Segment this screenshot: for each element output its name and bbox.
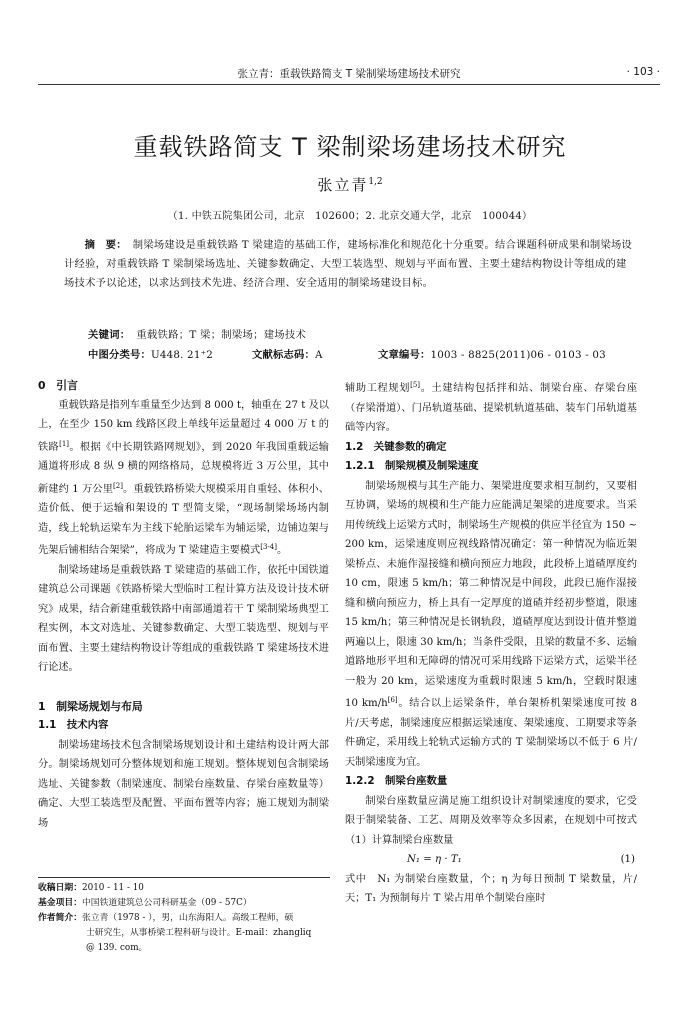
article-number	[378, 346, 606, 361]
paper-title: 重载铁路简支 T 梁制梁场建场技术研究	[133, 133, 567, 161]
paragraph: 式中 N₁ 为制梁台座数量，个；η 为每日预制 T 梁数量，片/天；T₁ 为预制每片 T 梁占用单个制梁台座时	[345, 873, 637, 904]
footnote-value: 中国铁道建筑总公司科研基金（09 - 57C）	[82, 898, 252, 908]
citation: [5]	[410, 381, 421, 389]
keywords-label: 关键词：	[88, 329, 131, 341]
text-run: 。	[276, 545, 288, 556]
section-1-2-heading: 1.2 关键参数的确定	[345, 440, 447, 453]
doc-label: 文献标志码：	[252, 349, 315, 361]
text-run: 。结合以上运梁条件，单台架桥机架梁速度可按 8 片/天考虑，制梁速度应根据运梁速度、架梁速度、工期要求等条件确定，采用线上轮轨式运输方式的 T 梁制梁场以不低于 6 片/天制梁速度为宜。	[345, 698, 637, 768]
author	[0, 174, 700, 195]
text-run: 辅助工程规划	[345, 383, 411, 394]
footnote-value: 张立青（1978 - ），男，山东海阳人。高级工程师，硕	[82, 913, 294, 923]
paragraph: 制梁场建场技术包含制梁场规划设计和土建结构设计两大部分。制梁场规划可分整体规划和施工规划。整体规划包含制梁场选址、关键参数（制梁速度、制梁台座数量、存梁台座数量等）确定、大型工装选型及配置、平面布置等内容；施工规划为制梁场	[38, 739, 329, 829]
text-run: 重载铁路是指列车重量至少达到 8 000 t，轴重在 27 t 及以上，在至少 150 km 线路区段上单线年运量超过 4 000 万 t 的铁路	[38, 399, 329, 453]
equation-number: (1)	[620, 854, 635, 865]
section-gap	[38, 678, 329, 697]
paragraph	[38, 396, 329, 561]
section-1-heading: 1 制梁场规划与布局	[38, 699, 143, 713]
clc-number	[88, 346, 213, 361]
keywords	[88, 326, 306, 341]
section-1-2-1-heading: 1.2.1 制梁规模及制梁速度	[345, 460, 479, 472]
footnote-received	[38, 881, 330, 896]
footnote-label: 收稿日期：	[38, 883, 82, 893]
article-label: 文章编号：	[378, 349, 431, 361]
equation-expression: N₁ = η · T₁	[407, 854, 462, 865]
affiliation: （1. 中铁五院集团公司，北京 102600；2. 北京交通大学，北京 100044）	[167, 211, 533, 222]
section-0-heading: 0 引言	[38, 379, 78, 392]
text-run: 。根据《中长期铁路网规划》，到 2020 年我国重载运输通道将形成 8 纵 9 横的网络格局，总规模将近 3 万公里，其中新建约 1 万公里	[38, 441, 329, 495]
equation-1	[345, 850, 637, 870]
text-run: 。土建结构包括拌和站、制梁台座、存梁台座（存梁滑道）、门吊轨道基础、提梁机轨道基础、装车门吊轨道基础等内容。	[345, 383, 637, 433]
abstract-label: 摘 要：	[84, 239, 127, 251]
clc-label: 中图分类号：	[88, 349, 151, 361]
page-number: · 103 ·	[626, 66, 660, 78]
keywords-text: 重载铁路；T 梁；制梁场；建场技术	[136, 329, 307, 341]
citation: [1]	[59, 439, 70, 448]
text-run: 。重载铁路桥梁大规模采用自重轻、体积小、造价低、便于运输和架设的 T 型简支梁，“现场制梁场场内制造，线上轮轨运梁车为主线下轮胎运梁车为辅运梁，边铺边架与先架后铺相结合架梁”，将成为 T 梁建造主要模式	[38, 483, 329, 556]
citation: [2]	[113, 481, 123, 490]
footnote-label: 基金项目：	[38, 898, 82, 908]
citation: [6]	[387, 696, 398, 704]
paragraph: 制梁场建场是重载铁路 T 梁建造的基础工作，依托中国铁道建筑总公司课题《铁路桥梁大型临时工程计算方法及设计技术研究》成果，结合新建重载铁路中南部通道若干 T 梁制梁场典型工程实例，本文对选址、关键参数确定、大型工装选型、规划与平面布置、主要土建结构物设计等组成的重载铁路 T 梁建场技术进行论述。	[38, 564, 329, 673]
article-value: 1003 - 8825(2011)06 - 0103 - 03	[430, 349, 606, 361]
footnote-value: 2010 - 11 - 10	[82, 883, 144, 893]
footnote	[38, 877, 330, 956]
doc-value: A	[314, 349, 323, 361]
footnote-bio	[38, 911, 330, 926]
left-column	[38, 376, 329, 862]
author-name: 张立青	[317, 176, 369, 194]
running-header	[38, 66, 660, 85]
footnote-bio-continued: @ 139. com。	[86, 943, 148, 953]
document-code	[252, 346, 323, 361]
footnote-fund	[38, 896, 330, 911]
running-title: 张立青：重载铁路简支 T 梁制梁场建场技术研究	[237, 68, 461, 80]
abstract-text: 制梁场建设是重载铁路 T 梁建造的基础工作，建场标准化和规范化十分重要。结合课题科研成果和制梁场设计经验，对重载铁路 T 梁制梁场选址、关键参数确定、大型工装选型、规划与平面布置、主要土建结构物设计等组成的建场技术予以论述，以求达到技术先进、经济合理、安全适用的制梁场建设目标。	[64, 239, 633, 289]
clc-value: U448. 21⁺2	[150, 349, 213, 361]
footnote-label: 作者简介：	[38, 913, 82, 923]
text-run: 制梁场规模与其生产能力、架梁进度要求相互制约，又要相互协调，梁场的规模和生产能力应能满足架梁的进度要求。当采用传统线上运梁方式时，制梁场生产规模的供应半径宜为 150 ~ 200 km，运梁速度则应视线路情况确定：第一种情况为临近架梁桥点、未施作湿接缝和横向预应力地段，此段桥上道碴厚度约 10 cm，限速 5 km/h；第二种情况是中间段，此段已施作湿接缝和横向预应力，桥上具有一定厚度的道碴并经初步整道，限速 15 km/h；第三种情况是长钢轨段，道碴厚度达到设计值并整道两遍以上，限速 30 km/h；当条件受限，且梁的数量不多、运输道路地形平坦和无障碍的情况可采用线路下运梁方式，运梁半径一般为 20 km，运梁速度为重载时限速 5 km/h，空载时限速 10 km/h	[345, 480, 637, 709]
paragraph: 制梁台座数量应满足施工组织设计对制梁速度的要求，它受限于制梁装备、工艺、周期及效率等众多因素，在规划中可按式（1）计算制梁台座数量	[345, 795, 637, 846]
footnote-bio-continued: 士研究生，从事桥梁工程科研与设计。E-mail：zhangliq	[86, 928, 312, 938]
paragraph	[345, 477, 637, 773]
abstract	[64, 236, 636, 293]
right-column	[345, 376, 637, 986]
section-1-2-2-heading: 1.2.2 制梁台座数量	[345, 775, 448, 787]
paragraph	[345, 376, 637, 438]
citation: [3-4]	[260, 543, 277, 551]
author-affiliation-marks: 1,2	[368, 177, 383, 187]
section-1-1-heading: 1.1 技术内容	[38, 719, 109, 731]
